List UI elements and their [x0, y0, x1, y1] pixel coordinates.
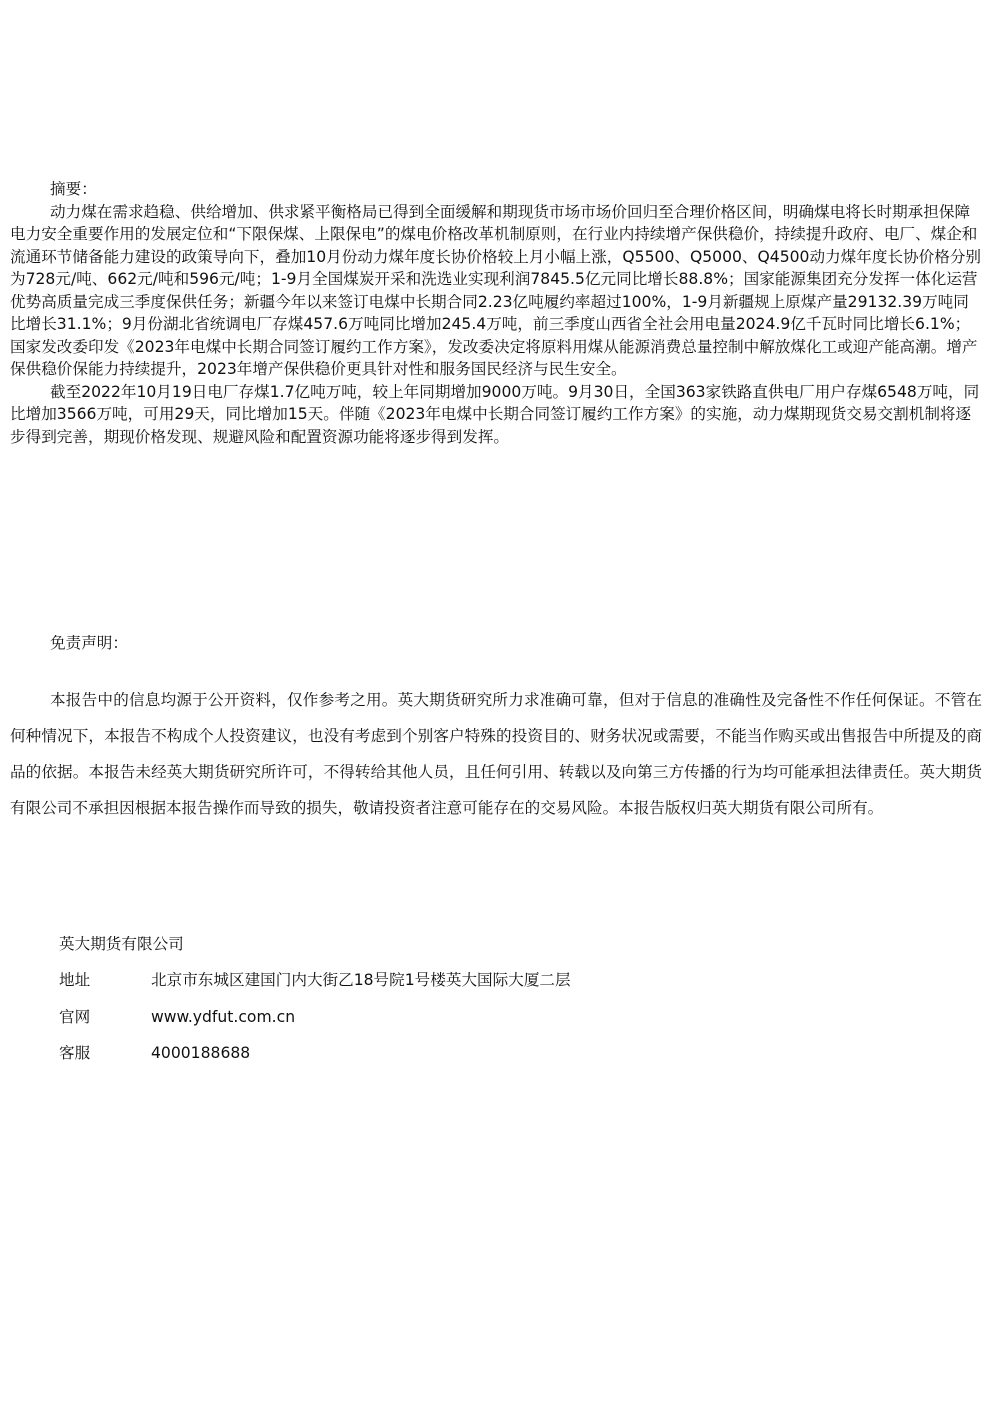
summary-paragraph-2: 截至2022年10月19日电厂存煤1.7亿吨万吨，较上年同期增加9000万吨。9月30日，全国363家铁路直供电厂用户存煤6548万吨，同比增加3566万吨，可用29天，同比增加15天。伴随《2023年电煤中长期合同签订履约工作方案》的实施，动力煤期现货交易交割机制将逐步得到完善，期现价格发现、规避风险和配置资源功能将逐步得到发挥。 — [10, 382, 980, 446]
service-value: 4000188688 — [151, 1044, 251, 1062]
address-label: 地址 — [59, 971, 91, 989]
website-value: www.ydfut.com.cn — [151, 1007, 296, 1026]
service-label: 客服 — [59, 1044, 91, 1062]
address-row — [59, 962, 571, 999]
website-row — [59, 999, 571, 1036]
disclaimer-body: 本报告中的信息均源于公开资料，仅作参考之用。英大期货研究所力求准确可靠，但对于信息的准确性及完备性不作任何保证。不管在何种情况下，本报告不构成个人投资建议，也没有考虑到个别客户特殊的投资目的、财务状况或需要，不能当作购买或出售报告中所提及的商品的依据。本报告未经英大期货研究所许可，不得转给其他人员，且任何引用、转载以及向第三方传播的行为均可能承担法律责任。英大期货有限公司不承担因根据本报告操作而导致的损失，敬请投资者注意可能存在的交易风险。本报告版权归英大期货有限公司所有。 — [10, 691, 982, 817]
website-label: 官网 — [59, 1007, 91, 1026]
summary-section — [10, 178, 984, 448]
summary-paragraph-1: 动力煤在需求趋稳、供给增加、供求紧平衡格局已得到全面缓解和期现货市场市场价回归至合理价格区间，明确煤电将长时期承担保障电力安全重要作用的发展定位和“下限保煤、上限保电”的煤电价格改革机制原则，在行业内持续增产保供稳价，持续提升政府、电厂、煤企和流通环节储备能力建设的政策导向下，叠加10月份动力煤年度长协价格较上月小幅上涨，Q5500、Q5000、Q4500动力煤年度长协价格分别为728元/吨、662元/吨和596元/吨；1-9月全国煤炭开采和洗选业实现利润7845.5亿元同比增长88.8%；国家能源集团充分发挥一体化运营优势高质量完成三季度保供任务；新疆今年以来签订电煤中长期合同2.23亿吨履约率超过100%，1-9月新疆规上原煤产量29132.39万吨同比增长31.1%；9月份湖北省统调电厂存煤457.6万吨同比增加245.4万吨，前三季度山西省全社会用电量2024.9亿千瓦时同比增长6.1%；国家发改委印发《2023年电煤中长期合同签订履约工作方案》，发改委决定将原料用煤从能源消费总量控制中解放煤化工或迎产能高潮。增产保供稳价保能力持续提升，2023年增产保供稳价更具针对性和服务国民经济与民生安全。 — [10, 202, 982, 378]
disclaimer-title: 免责声明： — [50, 634, 128, 652]
service-row — [59, 1035, 571, 1072]
address-value: 北京市东城区建国门内大街乙18号院1号楼英大国际大厦二层 — [151, 971, 571, 989]
company-info — [59, 926, 571, 1072]
company-name: 英大期货有限公司 — [59, 935, 184, 953]
summary-heading: 摘要： — [50, 180, 97, 198]
